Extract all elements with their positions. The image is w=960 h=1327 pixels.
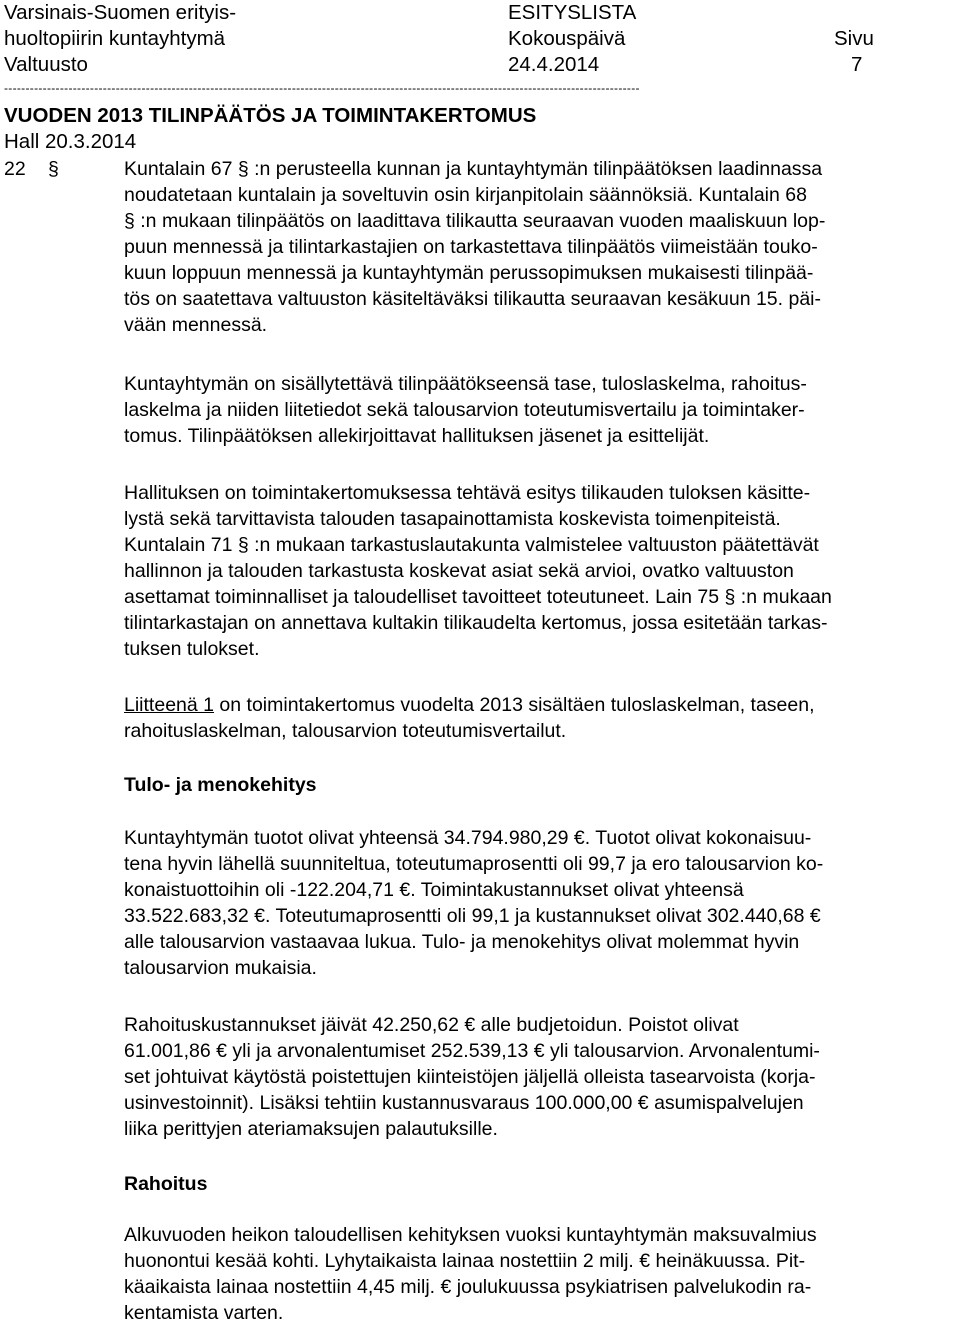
attachment-link[interactable]: Liitteenä 1 (124, 694, 214, 716)
text-line: lystä sekä tarvittavista talouden tasapainottamista koskevista toimenpiteistä. (124, 508, 781, 530)
meeting-date-label: Kokouspäivä (508, 27, 626, 50)
org-name-line1: Varsinais-Suomen erityis- (4, 1, 237, 24)
text-line: tilintarkastajan on annettava kultakin tilikaudelta kertomus, jossa esitetään tarkas- (124, 612, 828, 634)
header-separator: ---------------------------------------------------------------------------------------------------------------------------------------------------- (4, 81, 640, 95)
council-name: Valtuusto (4, 53, 88, 76)
text-line: 61.001,86 € yli ja arvonalentumiset 252.539,13 € yli talousarvion. Arvonalentumi- (124, 1040, 820, 1062)
text-line: käaikaista lainaa nostettiin 4,45 milj. € joulukuussa psykiatrisen palvelukodin ra- (124, 1276, 812, 1298)
text-line (124, 693, 815, 719)
text-line: noudatetaan kuntalain ja soveltuvin osin kirjanpitolain säännöksiä. Kuntalain 68 (124, 184, 807, 206)
text-line: Kuntalain 71 § :n mukaan tarkastuslautakunta valmistelee valtuuston päätettävät (124, 534, 819, 556)
item-number: 22 (4, 158, 26, 180)
text-line: konaistuottoihin oli -122.204,71 €. Toimintakustannukset olivat yhteensä (124, 879, 744, 901)
text-line: usinvestoinnit). Lisäksi tehtiin kustannusvaraus 100.000,00 € asumispalvelujen (124, 1092, 804, 1114)
text-line: Hallituksen on toimintakertomuksessa tehtävä esitys tilikauden tuloksen käsitte- (124, 482, 811, 504)
text-line: puun mennessä ja tilintarkastajien on tarkastettava tilinpäätös viimeistään touko- (124, 236, 818, 258)
text-line: asettamat toiminnalliset ja taloudelliset tavoitteet toteutuneet. Lain 75 § :n mukaan (124, 586, 832, 608)
text-line: vään mennessä. (124, 314, 268, 336)
text-line: hallinnon ja talouden tarkastusta koskevat asiat sekä arvioi, ovatko valtuuston (124, 560, 794, 582)
text-line: alle talousarvion vastaavaa lukua. Tulo- ja menokehitys olivat molemmat hyvin (124, 931, 800, 953)
text-line: tomus. Tilinpäätöksen allekirjoittavat hallituksen jäsenet ja esittelijät. (124, 425, 710, 447)
text-line: Kuntayhtymän on sisällytettävä tilinpäätökseensä tase, tuloslaskelma, rahoitus- (124, 373, 807, 395)
page-number: 7 (851, 53, 863, 76)
org-name-line2: huoltopiirin kuntayhtymä (4, 27, 226, 50)
board-reference: Hall 20.3.2014 (4, 130, 137, 153)
meeting-date: 24.4.2014 (508, 53, 600, 76)
heading-financing: Rahoitus (124, 1173, 208, 1195)
text-line: tös on saatettava valtuuston käsiteltäväksi tilikautta seuraavan kesäkuun 15. päi- (124, 288, 821, 310)
text-line: huonontui kesää kohti. Lyhytaikaista lainaa nostettiin 2 milj. € heinäkuussa. Pit- (124, 1250, 806, 1272)
text-line: Rahoituskustannukset jäivät 42.250,62 € alle budjetoidun. Poistot olivat (124, 1014, 739, 1036)
text-line: Kuntalain 67 § :n perusteella kunnan ja kuntayhtymän tilinpäätöksen laadinnassa (124, 158, 823, 180)
text-line: laskelma ja niiden liitetiedot sekä talousarvion toteutumisvertailu ja toimintaker- (124, 399, 805, 421)
text-line: 33.522.683,32 €. Toteutumaprosentti oli 99,1 ja kustannukset olivat 302.440,68 € (124, 905, 821, 927)
text-line: liika perittyjen ateriamaksujen palautuksille. (124, 1118, 498, 1140)
text-line: set johtuivat käytöstä poistettujen kiinteistöjen jäljellä olleista tasearvoista (korja- (124, 1066, 816, 1088)
text-line: tuksen tulokset. (124, 638, 260, 660)
page-label: Sivu (834, 27, 874, 50)
text-line: rahoituslaskelman, talousarvion toteutumisvertailut. (124, 720, 567, 742)
document-type: ESITYSLISTA (508, 1, 637, 24)
text-line: kentamista varten. (124, 1302, 284, 1324)
attachment-text: on toimintakertomus vuodelta 2013 sisältäen tuloslaskelman, taseen, (214, 694, 815, 716)
text-line: tena hyvin lähellä suunniteltua, toteutumaprosentti oli 99,7 ja ero talousarvion ko- (124, 853, 824, 875)
section-title: VUODEN 2013 TILINPÄÄTÖS JA TOIMINTAKERTOMUS (4, 104, 537, 127)
heading-income-expenses: Tulo- ja menokehitys (124, 774, 317, 796)
text-line: talousarvion mukaisia. (124, 957, 317, 979)
text-line: Kuntayhtymän tuotot olivat yhteensä 34.794.980,29 €. Tuotot olivat kokonaisuu- (124, 827, 812, 849)
text-line: § :n mukaan tilinpäätös on laadittava tilikautta seuraavan vuoden maaliskuun lop- (124, 210, 826, 232)
text-line: kuun loppuun mennessä ja kuntayhtymän perussopimuksen mukaisesti tilinpää- (124, 262, 814, 284)
text-line: Alkuvuoden heikon taloudellisen kehityksen vuoksi kuntayhtymän maksuvalmius (124, 1224, 817, 1246)
section-sign-icon: § (48, 158, 59, 180)
